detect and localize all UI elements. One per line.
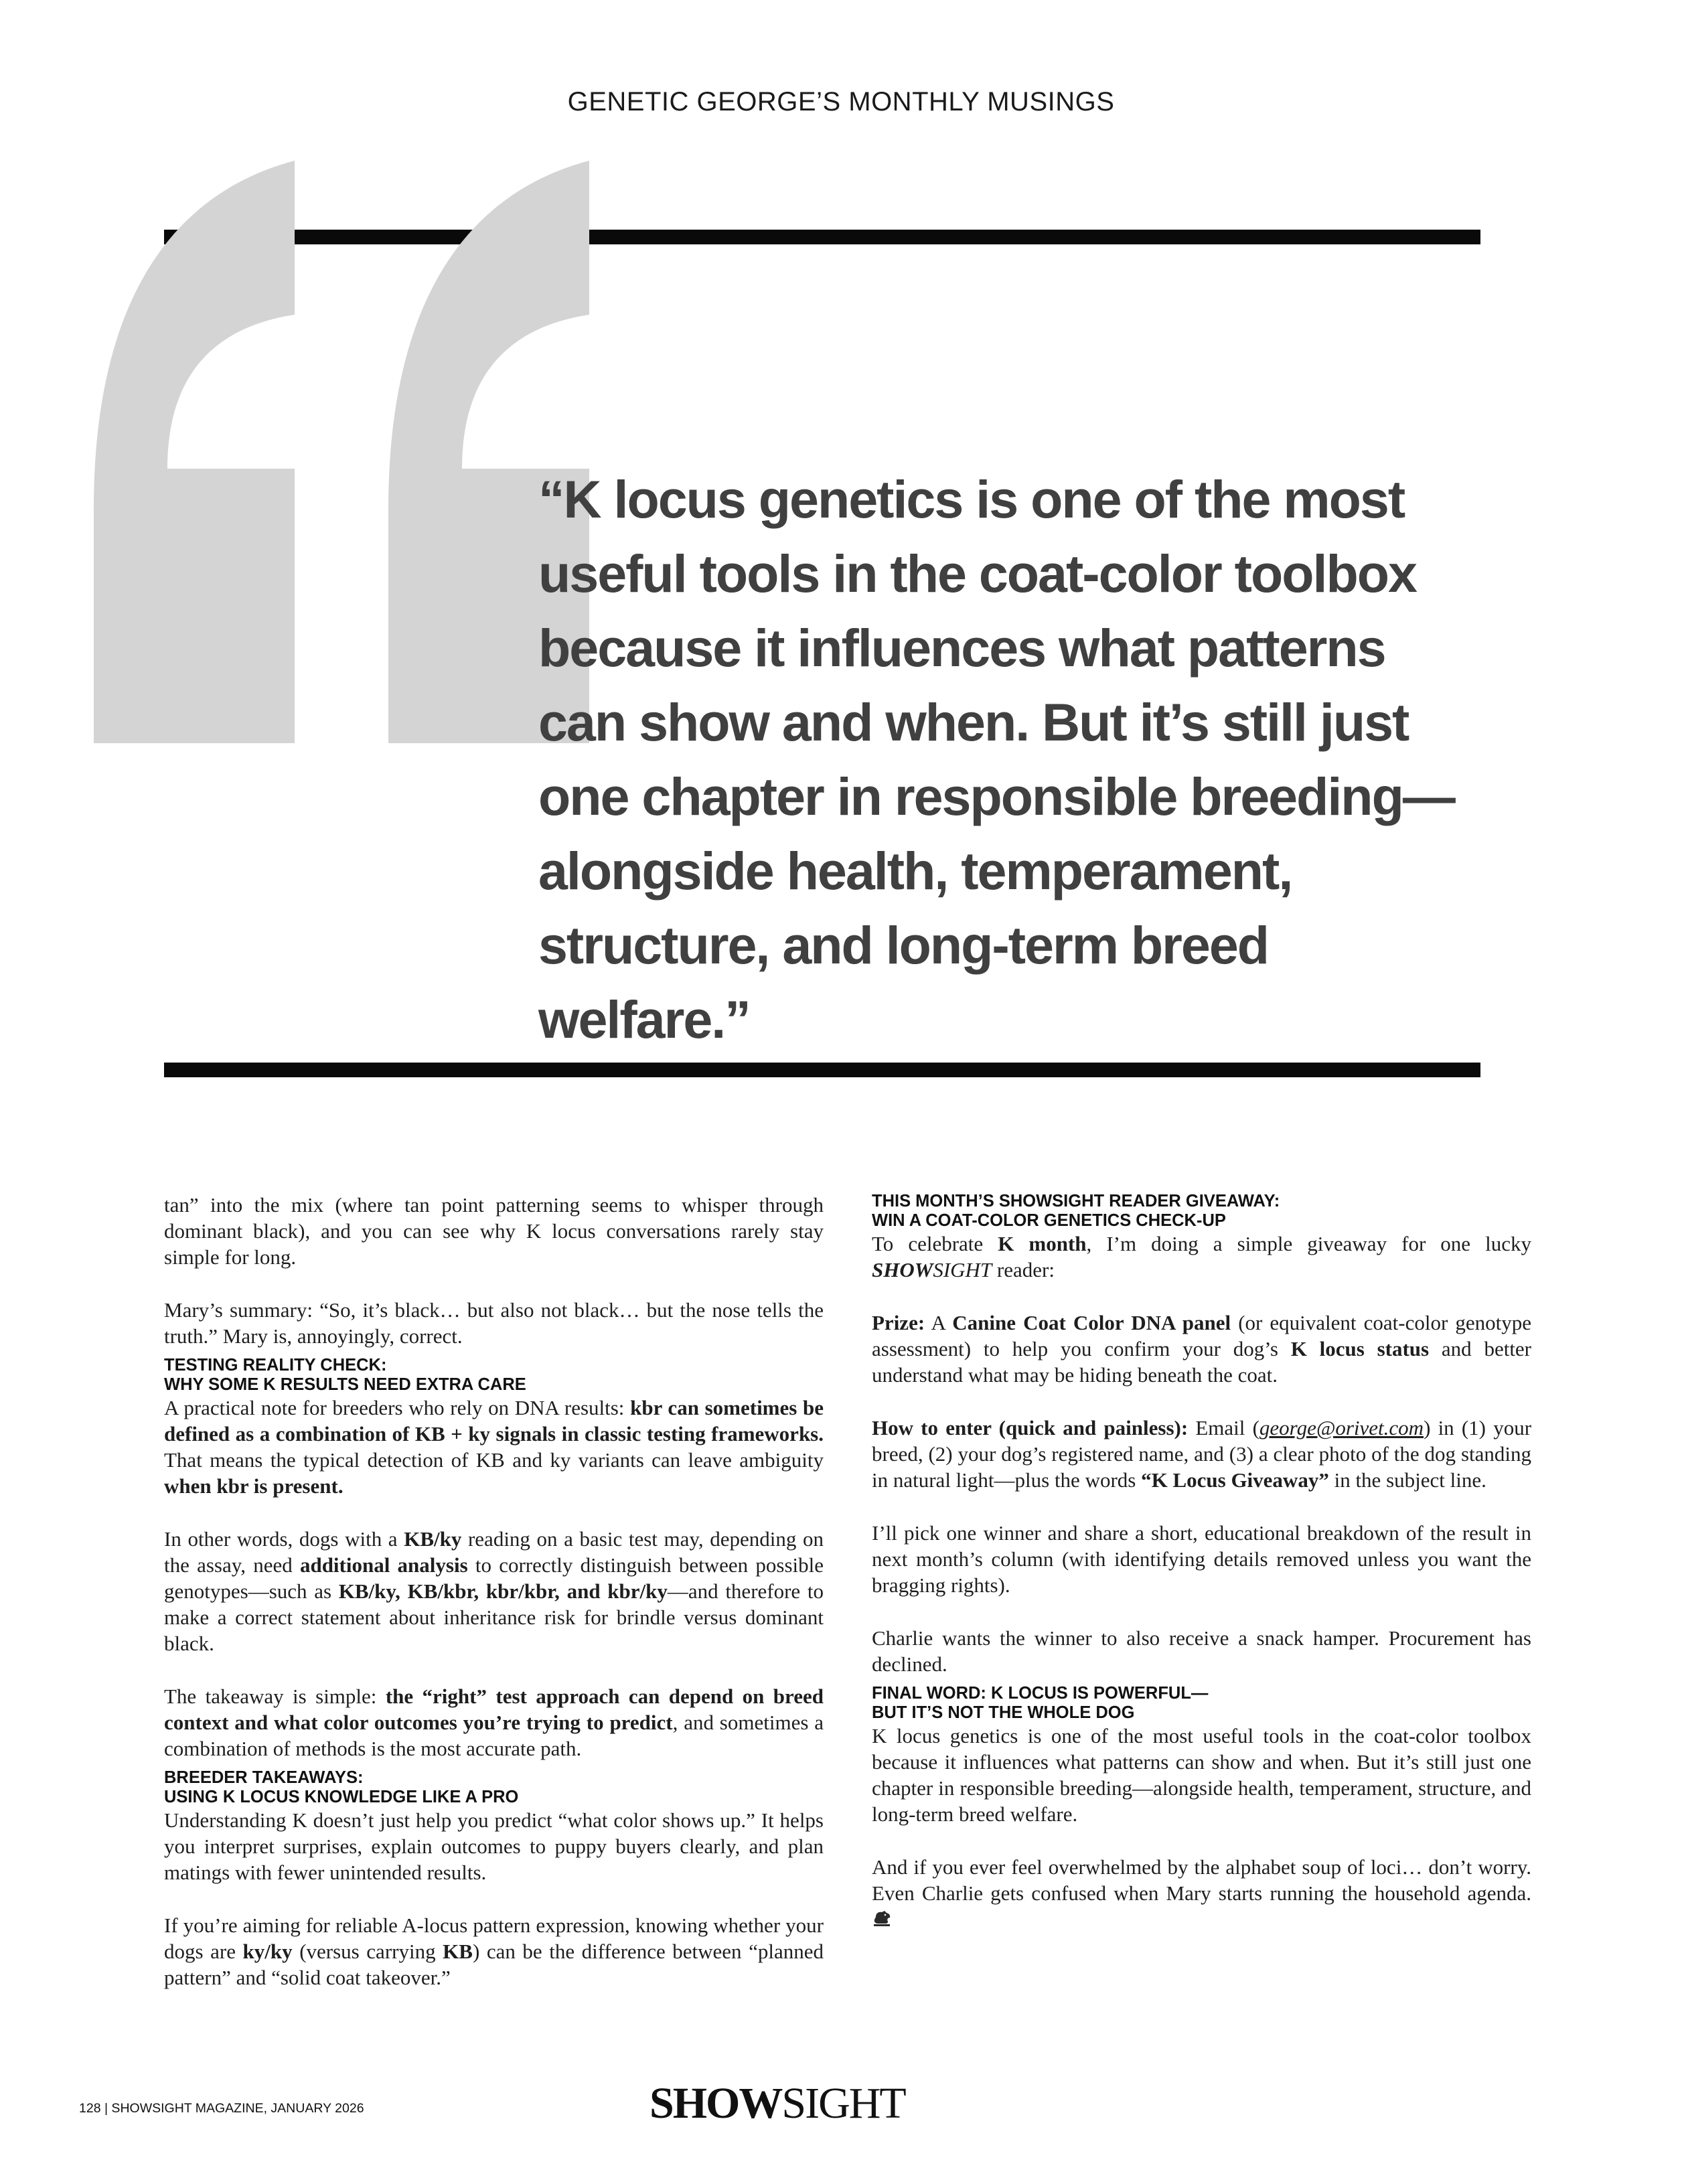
- bold-run: How to enter (quick and painless):: [872, 1416, 1189, 1439]
- section-heading-testing: [164, 1356, 824, 1395]
- text-run: Email (: [1188, 1416, 1259, 1439]
- heading-line: TESTING REALITY CHECK:: [164, 1356, 387, 1375]
- bold-run: KB/ky: [404, 1527, 462, 1551]
- text-run: A practical note for breeders who rely on DNA results:: [164, 1396, 631, 1419]
- paragraph: Understanding K doesn’t just help you predict “what color shows up.” It helps you interpret surprises, explain outcomes to puppy buyers clearly, and plan matings with fewer unintended results.: [164, 1808, 824, 1884]
- running-head: GENETIC GEORGE’S MONTHLY MUSINGS: [567, 87, 1115, 116]
- text-run: (versus carrying: [292, 1940, 443, 1963]
- section-heading-giveaway: [872, 1192, 1531, 1231]
- folio: 128 | SHOWSIGHT MAGAZINE, JANUARY 2026: [79, 2101, 364, 2116]
- magazine-name-italic: SIGHT: [933, 1258, 992, 1281]
- right-column: [872, 1192, 1531, 1959]
- heading-line: WIN A COAT-COLOR GENETICS CHECK-UP: [872, 1211, 1226, 1230]
- paragraph: [872, 1415, 1531, 1493]
- text-run: —and therefore to make a correct statement about inheritance risk for brindle versus dominant black.: [164, 1579, 824, 1655]
- text-run: to correctly distinguish between possible genotypes—such as: [164, 1553, 824, 1603]
- paragraph: [164, 1526, 824, 1656]
- bold-run: KB: [443, 1940, 473, 1963]
- magazine-name-bold: SHOW: [872, 1258, 933, 1281]
- bold-run: K month: [998, 1232, 1087, 1255]
- heading-line: THIS MONTH’S SHOWSIGHT READER GIVEAWAY:: [872, 1192, 1280, 1211]
- bold-run: ky/ky: [242, 1940, 293, 1963]
- bold-run: “K Locus Giveaway”: [1141, 1468, 1329, 1492]
- logo-part: SIGHT: [781, 2079, 905, 2128]
- heading-line: FINAL WORD: K LOCUS IS POWERFUL—: [872, 1684, 1209, 1703]
- bold-run: KB/ky, KB/kbr, kbr/kbr, and kbr/ky: [338, 1579, 668, 1603]
- bottom-rule: [164, 1063, 1480, 1077]
- dog-icon: [872, 1910, 892, 1929]
- bold-run: the “right” test approach can depend on breed context and what color outcomes you’re trying to predict: [164, 1685, 824, 1734]
- heading-line: WHY SOME K RESULTS NEED EXTRA CARE: [164, 1375, 526, 1394]
- text-run: reading on a basic test may, depending on the assay, need: [164, 1527, 824, 1577]
- paragraph: I’ll pick one winner and share a short, educational breakdown of the result in next month’s column (with identifying details removed unless you want the bragging rights).: [872, 1521, 1531, 1597]
- text-run: ) can be the difference between “planned pattern” and “solid coat takeover.”: [164, 1940, 824, 1989]
- pull-quote: “K locus genetics is one of the most useful tools in the coat-color toolbox because it influences what patterns can show and when. But it’s still just one chapter in responsible breeding—alongside health, temperament, structure, and long-term breed welfare.”: [538, 469, 1454, 1049]
- paragraph: [164, 1683, 824, 1762]
- heading-line: BUT IT’S NOT THE WHOLE DOG: [872, 1703, 1135, 1722]
- paragraph: [164, 1395, 824, 1499]
- bold-run: Prize:: [872, 1311, 925, 1334]
- left-column: [164, 1192, 824, 2017]
- bold-run: K locus status: [1290, 1337, 1430, 1360]
- text-run: , and sometimes a combination of methods is the most accurate path.: [164, 1711, 824, 1760]
- text-run: , I’m doing a simple giveaway for one lucky: [1086, 1232, 1531, 1255]
- text-run: and better understand what may be hiding beneath the coat.: [872, 1337, 1532, 1387]
- bold-run: Canine Coat Color DNA panel: [952, 1311, 1231, 1334]
- bold-run: additional analysis: [299, 1553, 468, 1577]
- bold-run: when kbr is present.: [164, 1474, 343, 1498]
- email-link[interactable]: george@orivet.com: [1259, 1416, 1424, 1439]
- paragraph: tan” into the mix (where tan point patterning seems to whisper through dominant black), and you can see why K locus conversations rarely stay simple for long.: [164, 1193, 824, 1269]
- paragraph: K locus genetics is one of the most useful tools in the coat-color toolbox because it influences what patterns can show and when. But it’s still just one chapter in responsible breeding—alongside health, temperament, structure, and long-term breed welfare.: [872, 1724, 1531, 1826]
- text-run: And if you ever feel overwhelmed by the alphabet soup of loci… don’t worry. Even Charlie gets confused when Mary starts running the household agenda.: [872, 1855, 1531, 1905]
- text-run: In other words, dogs with a: [164, 1527, 404, 1551]
- text-run: ) in (1) your breed, (2) your dog’s registered name, and (3) a clear photo of the dog standing in natural light—plus the words: [872, 1416, 1532, 1492]
- text-run: (or equivalent coat-color genotype assessment) to help you confirm your dog’s: [872, 1311, 1531, 1360]
- paragraph: [872, 1310, 1531, 1388]
- text-run: To celebrate: [872, 1232, 998, 1255]
- logo-part: SHOW: [649, 2079, 782, 2128]
- heading-line: BREEDER TAKEAWAYS:: [164, 1768, 364, 1787]
- text-run: That means the typical detection of KB and ky variants can leave ambiguity: [164, 1448, 824, 1472]
- text-run: in the subject line.: [1328, 1468, 1486, 1492]
- text-run: A: [925, 1311, 953, 1334]
- paragraph: [164, 1912, 824, 1991]
- paragraph: Mary’s summary: “So, it’s black… but also not black… but the nose tells the truth.” Mary is, annoyingly, correct.: [164, 1298, 824, 1348]
- section-heading-final: [872, 1684, 1531, 1723]
- text-run: reader:: [992, 1258, 1055, 1281]
- text-run: If you’re aiming for reliable A-locus pattern expression, knowing whether your dogs are: [164, 1914, 824, 1963]
- paragraph: [872, 1231, 1531, 1283]
- text-run: The takeaway is simple:: [164, 1685, 386, 1708]
- heading-line: USING K LOCUS KNOWLEDGE LIKE A PRO: [164, 1788, 519, 1806]
- bold-run: kbr can sometimes be defined as a combination of KB + ky signals in classic testing frameworks.: [164, 1396, 824, 1446]
- paragraph: [872, 1854, 1531, 1932]
- paragraph: Charlie wants the winner to also receive a snack hamper. Procurement has declined.: [872, 1626, 1531, 1676]
- showsight-logo: [649, 2078, 904, 2129]
- section-heading-breeder: [164, 1768, 824, 1807]
